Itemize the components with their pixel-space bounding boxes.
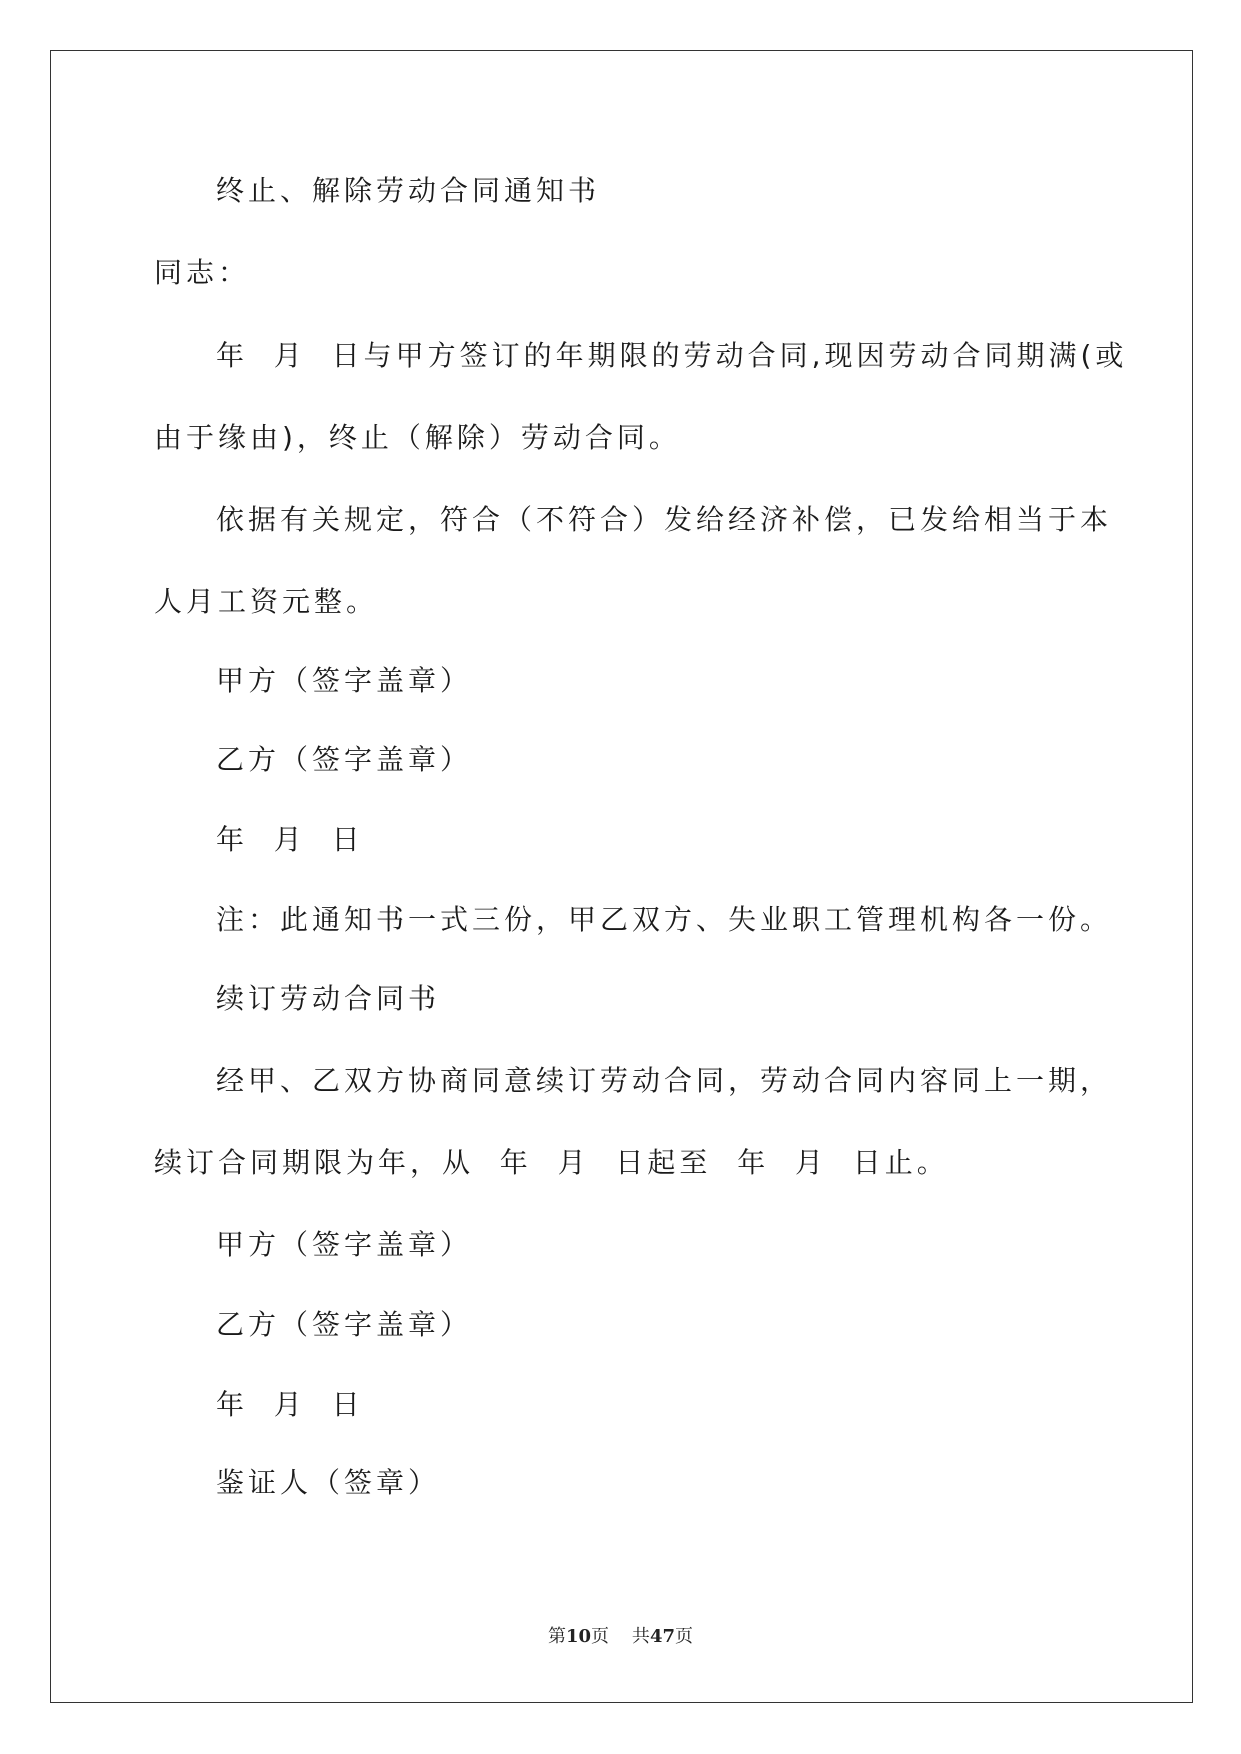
total-page-number: 47 xyxy=(649,1626,675,1647)
paragraph-line: 经甲、乙双方协商同意续订劳动合同，劳动合同内容同上一期， xyxy=(216,1064,1113,1097)
salutation: 同志： xyxy=(154,256,251,289)
witness-signature: 鉴证人（签章） xyxy=(216,1466,441,1499)
signature-party-b: 乙方（签字盖章） xyxy=(216,1308,473,1341)
paragraph-line: 人月工资元整。 xyxy=(154,585,379,618)
footer-mid: 页 共 xyxy=(591,1626,650,1647)
date-line: 年 月 日 xyxy=(216,1388,364,1421)
current-page-number: 10 xyxy=(565,1626,592,1647)
signature-party-a: 甲方（签字盖章） xyxy=(216,664,473,697)
paragraph-line: 年 月 日与甲方签订的年期限的劳动合同,现因劳动合同期满(或 xyxy=(216,339,1128,372)
date-line: 年 月 日 xyxy=(216,823,364,856)
notice-title: 终止、解除劳动合同通知书 xyxy=(216,174,601,207)
footer-suffix: 页 xyxy=(675,1626,693,1647)
page-border xyxy=(50,50,1193,1703)
signature-party-a: 甲方（签字盖章） xyxy=(216,1228,473,1261)
section-title: 续订劳动合同书 xyxy=(216,982,441,1015)
footer-prefix: 第 xyxy=(547,1626,566,1647)
signature-party-b: 乙方（签字盖章） xyxy=(216,743,473,776)
paragraph-line: 续订合同期限为年，从 年 月 日起至 年 月 日止。 xyxy=(154,1146,949,1179)
note-line: 注：此通知书一式三份，甲乙双方、失业职工管理机构各一份。 xyxy=(216,903,1113,936)
paragraph-line: 由于缘由)，终止（解除）劳动合同。 xyxy=(154,421,681,454)
paragraph-line: 依据有关规定，符合（不符合）发给经济补偿，已发给相当于本 xyxy=(216,503,1113,536)
page-footer xyxy=(0,1625,1241,1649)
